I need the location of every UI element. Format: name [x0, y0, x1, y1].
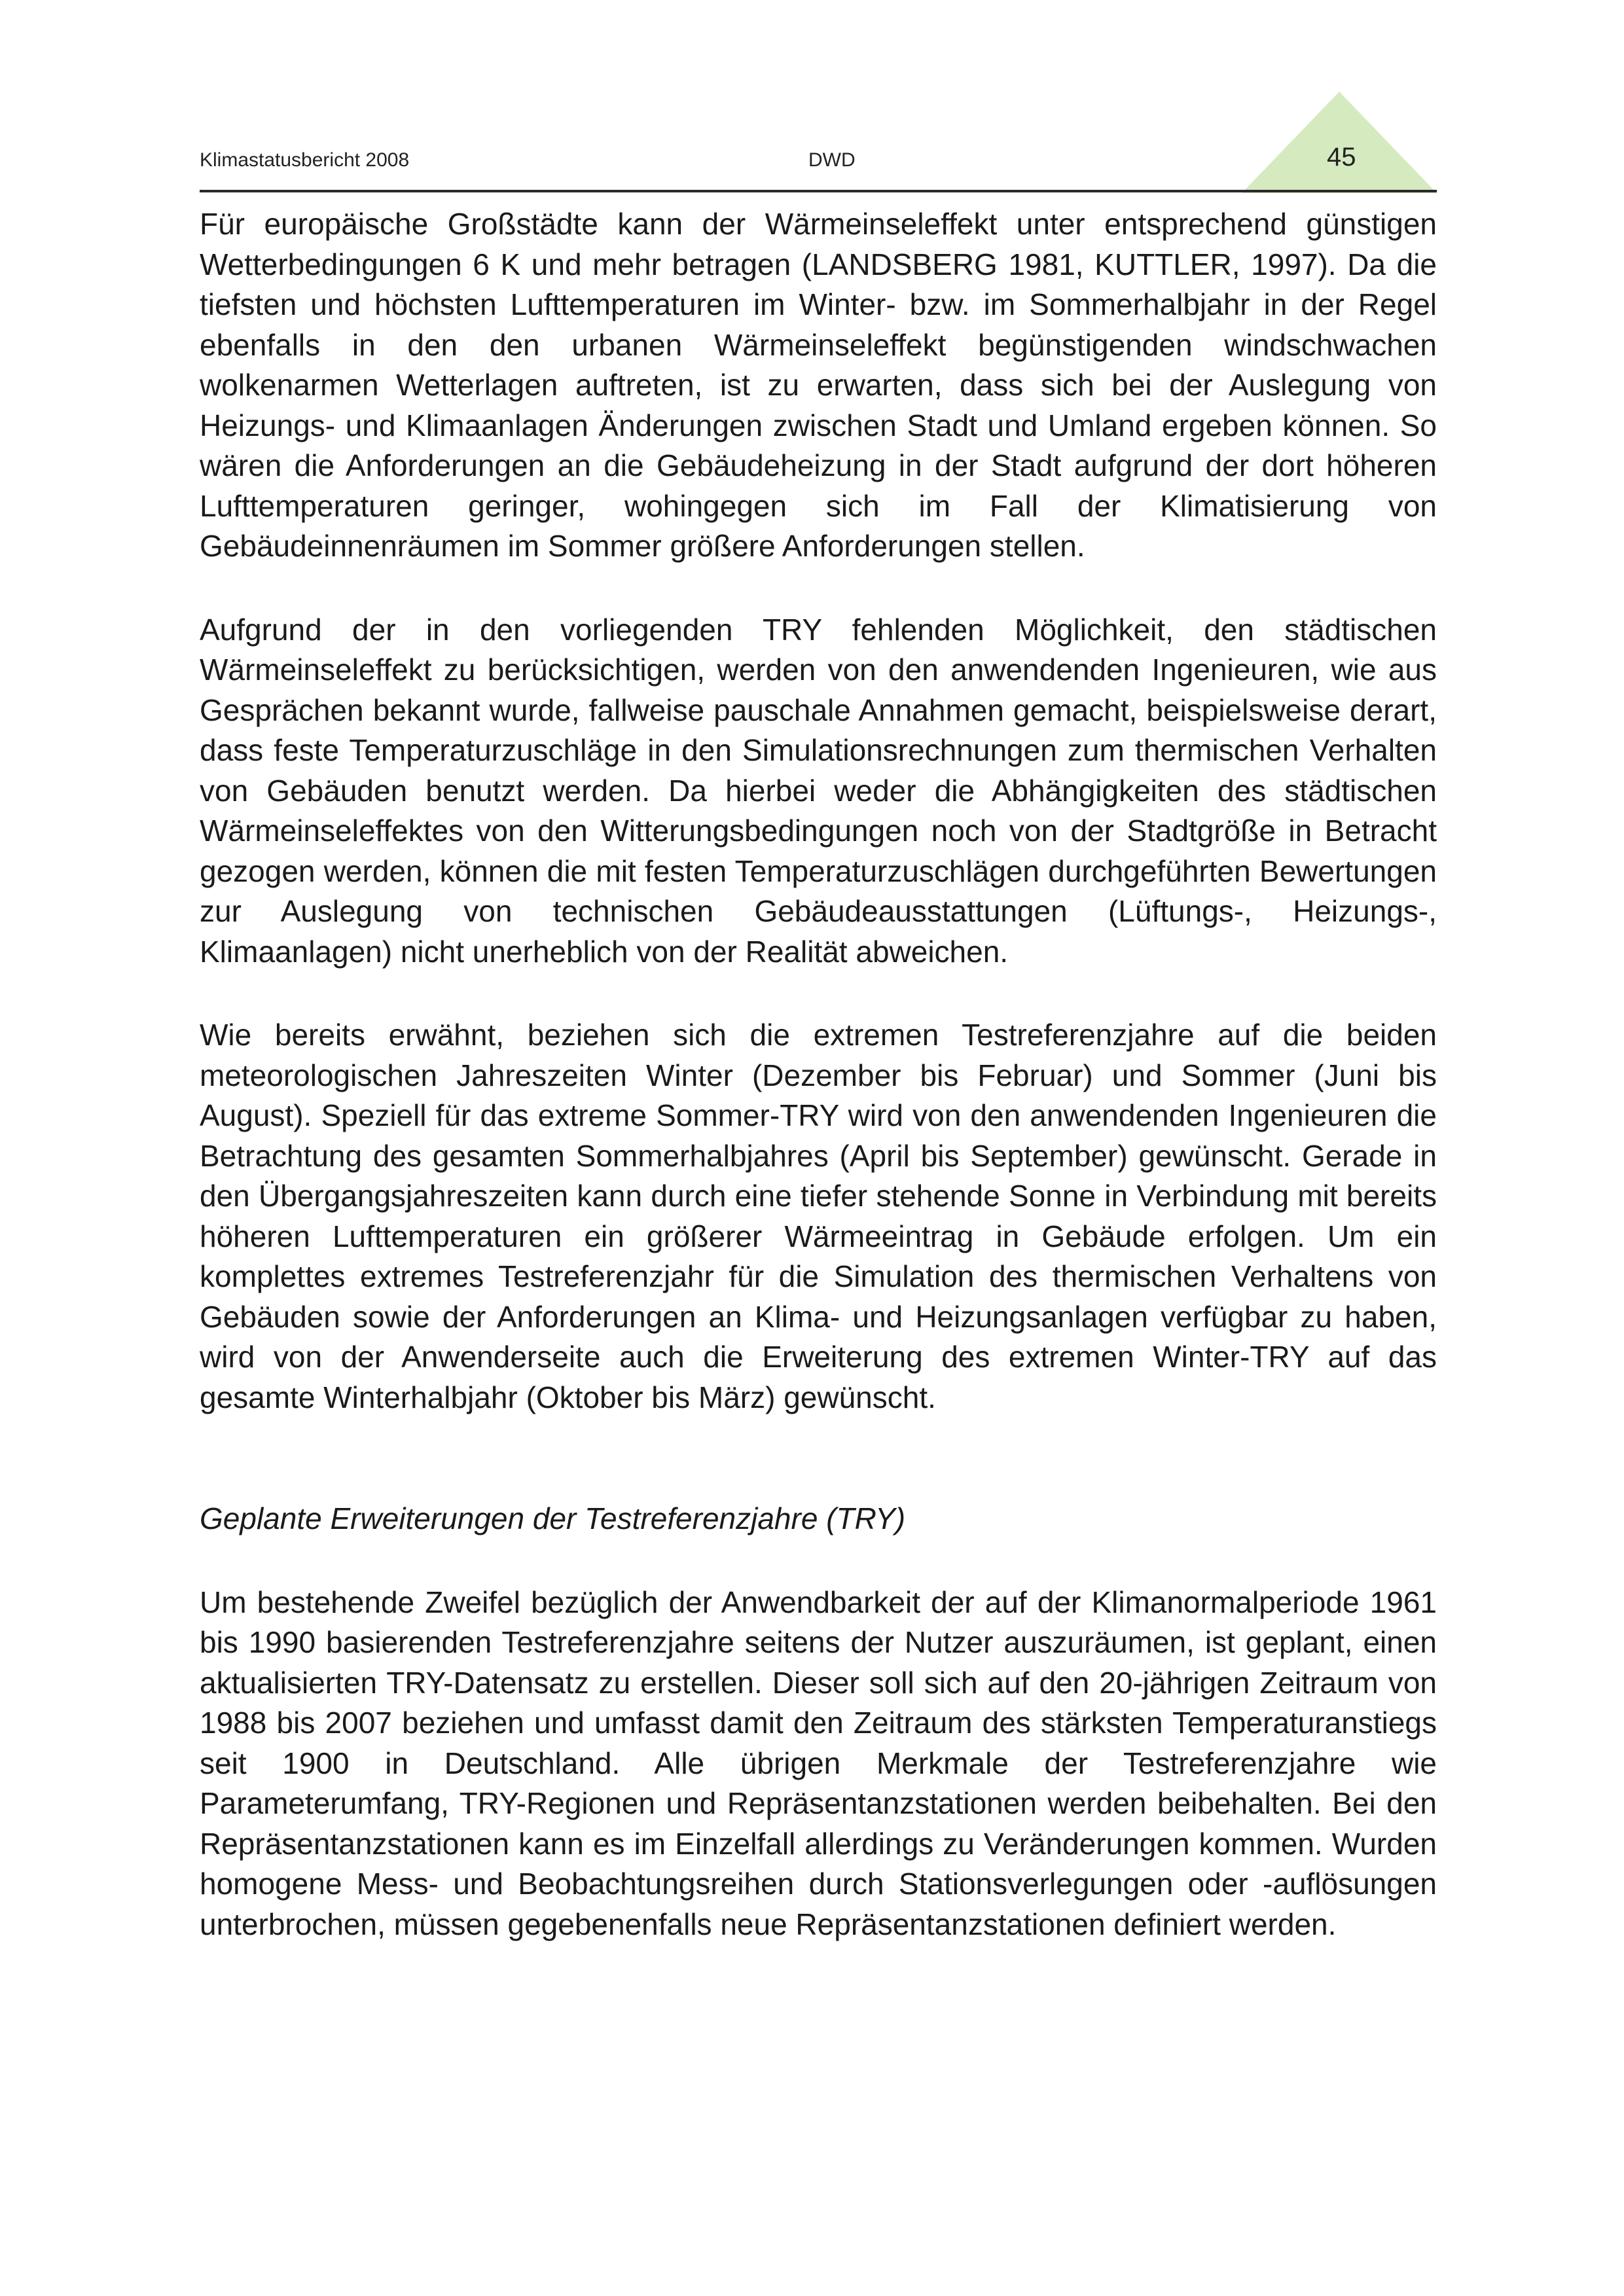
header-divider [200, 190, 1437, 192]
paragraph-spacer [200, 567, 1437, 610]
running-header-publisher: DWD [808, 149, 856, 171]
section-heading: Geplante Erweiterungen der Testreferenzjahre (TRY) [200, 1501, 906, 1535]
paragraph-temperature-surcharges: Aufgrund der in den vorliegenden TRY fehlenden Möglichkeit, den städtischen Wärmeinseleffekt zu berücksichtigen, werden von den anwendenden Ingenieuren, wie aus Gesprächen bekannt wurde, fallweise pauschale Annahmen gemacht, beispielsweise derart, dass feste Temperaturzuschläge in den Simulationsrechnungen zum thermischen Verhalten von Gebäuden benutzt werden. Da hierbei weder die Abhängigkeiten des städtischen Wärmeinseleffektes von den Witterungsbedingungen noch von der Stadtgröße in Betracht gezogen werden, können die mit festen Temperaturzuschlägen durchgeführten Bewertungen zur Auslegung von technischen Gebäudeausstattungen (Lüftungs-, Heizungs-, Klimaanlagen) nicht unerheblich von der Realität abweichen. [200, 612, 1437, 969]
page-header [200, 79, 1437, 196]
page-number: 45 [1327, 143, 1356, 171]
paragraph-extreme-try: Wie bereits erwähnt, beziehen sich die extremen Testreferenzjahre auf die beiden meteorologischen Jahreszeiten Winter (Dezember bis Februar) und Sommer (Juni bis August). Speziell für das extreme Sommer-TRY wird von den anwendenden Ingenieuren die Betrachtung des gesamten Sommerhalbjahres (April bis September) gewünscht. Gerade in den Übergangsjahreszeiten kann durch eine tiefer stehende Sonne in Verbindung mit bereits höheren Lufttemperaturen ein größerer Wärmeeintrag in Gebäude erfolgen. Um ein komplettes extremes Testreferenzjahr für die Simulation des thermischen Verhaltens von Gebäuden sowie der Anforderungen an Klima- und Heizungsanlagen verfügbar zu haben, wird von der Anwenderseite auch die Erweiterung des extremen Winter-TRY auf das gesamte Winterhalbjahr (Oktober bis März) gewünscht. [200, 1018, 1437, 1414]
paragraph-planned-extensions: Um bestehende Zweifel bezüglich der Anwendbarkeit der auf der Klimanormalperiode 1961 bis 1990 basierenden Testreferenzjahre seitens der Nutzer auszuräumen, ist geplant, einen aktualisierten TRY-Datensatz zu erstellen. Dieser soll sich auf den 20-jährigen Zeitraum von 1988 bis 2007 beziehen und umfasst damit den Zeitraum des stärksten Temperaturanstiegs seit 1900 in Deutschland. Alle übrigen Merkmale der Testreferenzjahre wie Parameterumfang, TRY-Regionen und Repräsentanzstationen werden beibehalten. Bei den Repräsentanzstationen kann es im Einzelfall allerdings zu Veränderungen kommen. Wurden homogene Mess- und Beobachtungsreihen durch Stationsverlegungen oder -auflösungen unterbrochen, müssen gegebenenfalls neue Repräsentanzstationen definiert werden. [200, 1585, 1437, 1941]
page-body [200, 204, 1437, 1945]
paragraph-spacer [200, 972, 1437, 1015]
section-spacer [200, 1418, 1437, 1499]
paragraph-spacer [200, 1539, 1437, 1583]
running-header-title: Klimastatusbericht 2008 [200, 149, 410, 171]
paragraph-urban-heat-island: Für europäische Großstädte kann der Wärmeinseleffekt unter entsprechend günstigen Wetterbedingungen 6 K und mehr betragen (LANDSBERG 1981, KUTTLER, 1997). Da die tiefsten und höchsten Lufttemperaturen im Winter- bzw. im Sommerhalbjahr in der Regel ebenfalls in den den urbanen Wärmeinseleffekt begünstigenden windschwachen wolkenarmen Wetterlagen auftreten, ist zu erwarten, dass sich bei der Auslegung von Heizungs- und Klimaanlagen Änderungen zwischen Stadt und Umland ergeben können. So wären die Anforderungen an die Gebäudeheizung in der Stadt aufgrund der dort höheren Lufttemperaturen geringer, wohingegen sich im Fall der Klimatisierung von Gebäudeinnenräumen im Sommer größere Anforderungen stellen. [200, 207, 1437, 563]
